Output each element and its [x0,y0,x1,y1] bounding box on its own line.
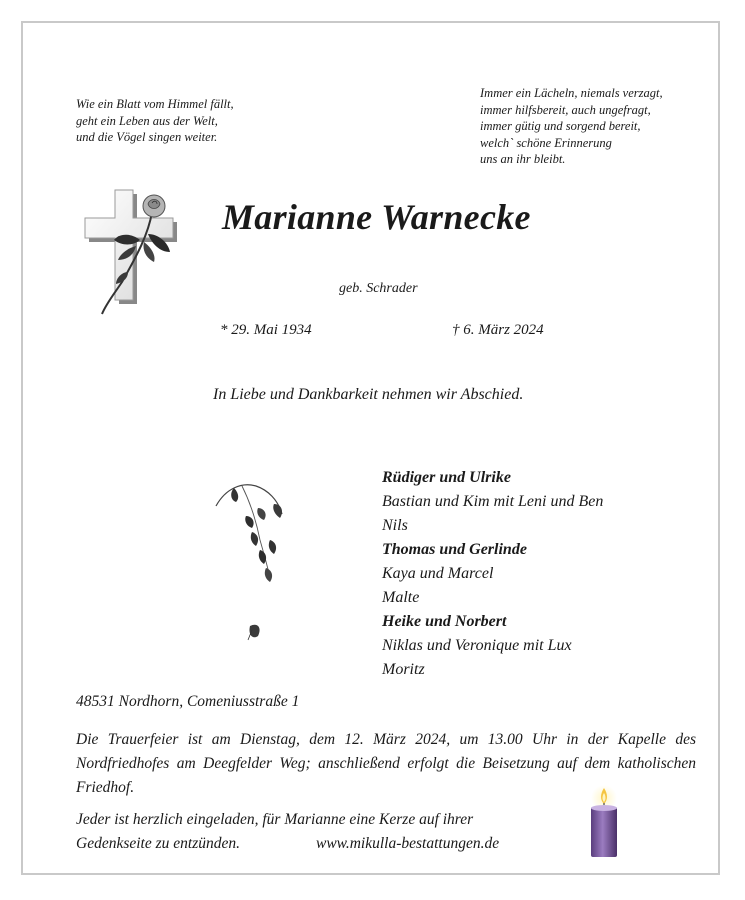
family-member-line: Malte [382,589,420,606]
address-line: 48531 Nordhorn, Comeniusstraße 1 [76,693,300,710]
poem-left-line: Wie ein Blatt vom Himmel fällt, [76,97,234,111]
falling-leaves-icon [212,480,292,650]
memorial-website-link[interactable]: www.mikulla-bestattungen.de [316,835,500,852]
poem-left [76,96,234,146]
family-list [382,466,603,682]
family-member-line: Thomas und Gerlinde [382,541,527,558]
cross-with-rose-icon [78,182,178,317]
family-member-line: Moritz [382,661,425,678]
invitation-line: Jeder ist herzlich eingeladen, für Marianne eine Kerze auf ihrer [76,811,474,828]
family-member-line: Nils [382,517,408,534]
poem-right-line: welch` schöne Erinnerung [480,135,612,150]
family-member-line: Kaya und Marcel [382,565,494,582]
family-member-line: Niklas und Veronique mit Lux [382,637,572,654]
family-member-line: Rüdiger und Ulrike [382,469,511,486]
farewell-line: In Liebe und Dankbarkeit nehmen wir Abschied. [213,386,524,403]
poem-right-line: immer gütig und sorgend bereit, [480,119,641,133]
poem-left-line: und die Vögel singen weiter. [76,130,218,144]
birth-date: * 29. Mai 1934 [220,322,312,338]
poem-right-line: Immer ein Lächeln, niemals verzagt, [480,86,663,100]
candle-icon [584,784,624,860]
death-date: † 6. März 2024 [452,322,544,338]
family-member-line: Heike und Norbert [382,613,507,630]
invitation-line: Gedenkseite zu entzünden. [76,835,240,852]
poem-right-line: uns an ihr bleibt. [480,152,566,166]
maiden-name: geb. Schrader [339,281,418,296]
invitation [76,808,500,856]
deceased-name: Marianne Warnecke [222,197,531,237]
service-info: Die Trauerfeier ist am Dienstag, dem 12. März 2024, um 13.00 Uhr in der Kapelle des Nordfriedhofes am Deegfelder Weg; anschließend erfolgt die Beisetzung auf dem katholischen Friedhof. [76,731,696,796]
family-member-line: Bastian und Kim mit Leni und Ben [382,493,604,510]
poem-right [480,85,663,168]
poem-left-line: geht ein Leben aus der Welt, [76,113,218,128]
poem-right-line: immer hilfsbereit, auch ungefragt, [480,102,651,117]
